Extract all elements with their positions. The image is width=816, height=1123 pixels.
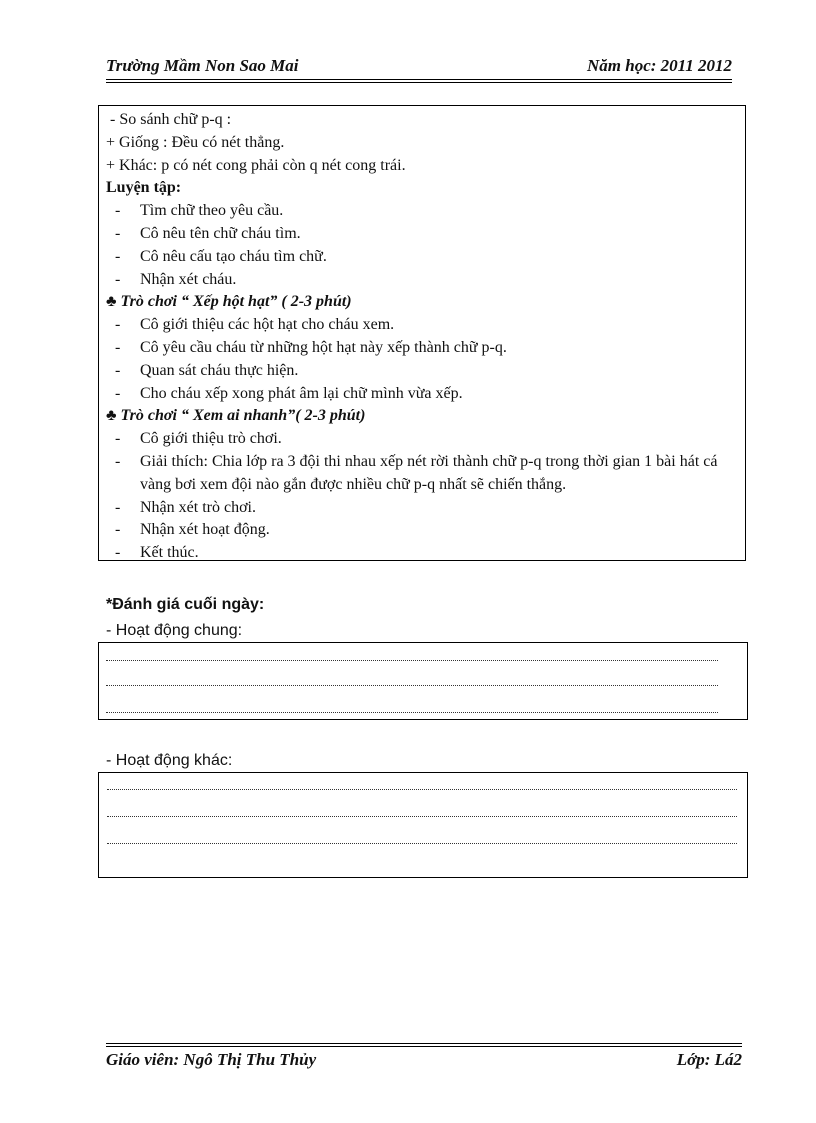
lesson-box bbox=[98, 105, 746, 561]
compare-same: + Giống : Đều có nét thẳng. bbox=[106, 133, 285, 151]
dotted-line bbox=[107, 789, 737, 790]
list-item: - Nhận xét trò chơi. bbox=[115, 498, 256, 516]
list-item: - Cô giới thiệu trò chơi. bbox=[115, 430, 282, 448]
dotted-line bbox=[106, 685, 718, 686]
practice-title: Luyện tập: bbox=[106, 179, 182, 197]
compare-title: - So sánh chữ p-q : bbox=[110, 111, 232, 128]
club-icon: ♣ bbox=[106, 293, 117, 311]
school-name: Trường Mầm Non Sao Mai bbox=[106, 56, 299, 75]
dotted-line bbox=[107, 843, 737, 844]
other-activity-label: - Hoạt động khác: bbox=[106, 752, 233, 769]
footer-rule-thin bbox=[106, 1046, 742, 1047]
header-rule-thin bbox=[106, 82, 732, 83]
page-footer bbox=[106, 1050, 742, 1072]
game1-title: ♣ Trò chơi “ Xếp hột hạt” ( 2-3 phút) bbox=[106, 293, 352, 311]
list-item: - Nhận xét cháu. bbox=[115, 270, 237, 288]
footer-rule bbox=[106, 1043, 742, 1044]
page-header bbox=[106, 56, 732, 78]
list-item: - Kết thúc. bbox=[115, 544, 199, 562]
list-item: - Nhận xét hoạt động. bbox=[115, 521, 270, 539]
teacher-name: Giáo viên: Ngô Thị Thu Thủy bbox=[106, 1050, 317, 1069]
list-item: - Tìm chữ theo yêu cầu. bbox=[115, 202, 284, 220]
list-item: - Quan sát cháu thực hiện. bbox=[115, 361, 299, 379]
dotted-line bbox=[106, 712, 718, 713]
compare-diff: + Khác: p có nét cong phải còn q nét cong trái. bbox=[106, 156, 406, 174]
game2-title: ♣ Trò chơi “ Xem ai nhanh”( 2-3 phút) bbox=[106, 407, 366, 425]
dotted-line bbox=[106, 660, 718, 661]
header-rule bbox=[106, 79, 732, 80]
list-item: - Cô nêu tên chữ cháu tìm. bbox=[115, 224, 301, 242]
other-activity-box bbox=[98, 772, 748, 878]
list-item: - Cô nêu cấu tạo cháu tìm chữ. bbox=[115, 247, 327, 265]
general-activity-label: - Hoạt động chung: bbox=[106, 622, 243, 639]
list-item: - Cô yêu cầu cháu từ những hột hạt này xếp thành chữ p-q. bbox=[115, 338, 507, 356]
general-activity-box bbox=[98, 642, 748, 720]
class-name: Lớp: Lá2 bbox=[676, 1050, 742, 1069]
dotted-line bbox=[107, 816, 737, 817]
list-item: - Cô giới thiệu các hột hạt cho cháu xem. bbox=[115, 316, 395, 334]
school-year: Năm học: 2011 2012 bbox=[587, 56, 732, 75]
evaluation-title: *Đánh giá cuối ngày: bbox=[106, 596, 265, 613]
list-item: - Cho cháu xếp xong phát âm lại chữ mình vừa xếp. bbox=[115, 384, 463, 402]
club-icon: ♣ bbox=[106, 407, 117, 425]
list-item: - Giải thích: Chia lớp ra 3 đội thi nhau xếp nét rời thành chữ p-q trong thời gian 1 bài hát cá vàng bơi xem đội nào gắn được nhiều chữ p-q nhất sẽ chiến thắng. bbox=[115, 452, 718, 493]
